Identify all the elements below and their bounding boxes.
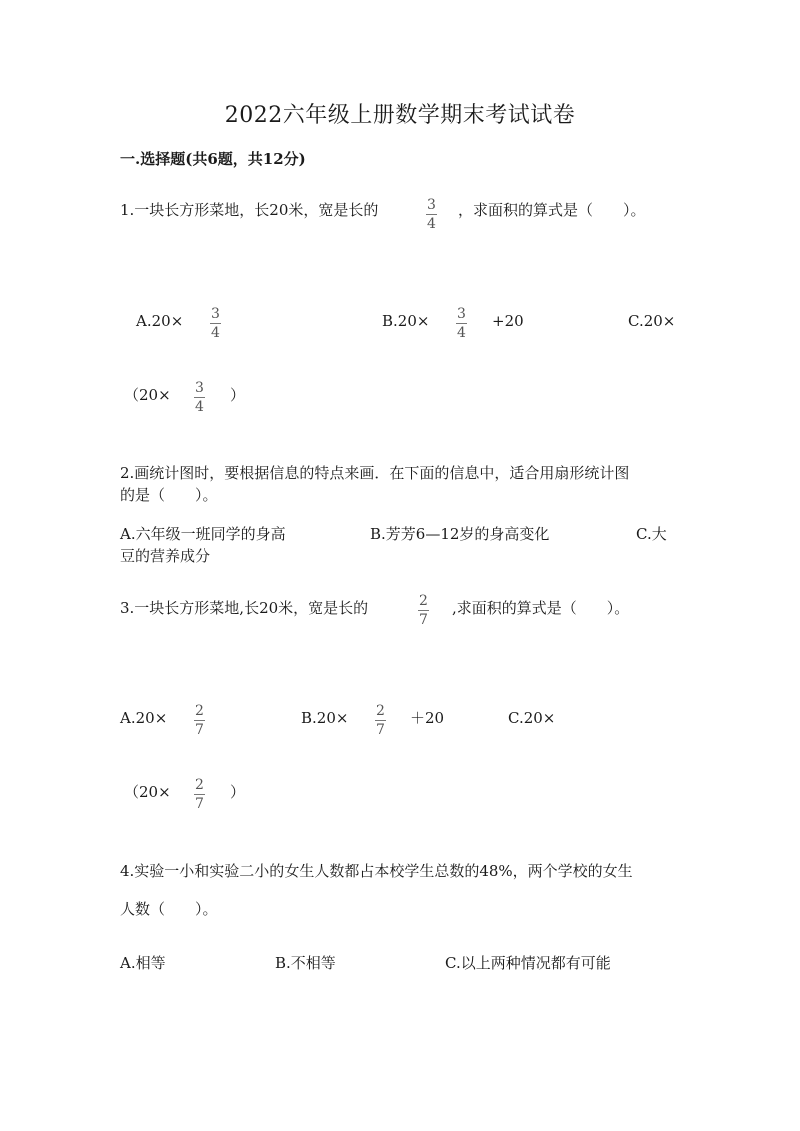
q3-option-b[interactable]: B.20× bbox=[301, 709, 349, 727]
fraction-bar bbox=[418, 610, 429, 611]
q1-option-b-tail: +20 bbox=[492, 312, 524, 330]
q1-option-c-cont-open: （20× bbox=[124, 386, 171, 404]
fraction-bar bbox=[456, 323, 467, 324]
fraction-numerator: 2 bbox=[419, 593, 428, 609]
q1-option-c[interactable]: C.20× bbox=[628, 312, 676, 330]
q2-stem-line1: 2.画统计图时，要根据信息的特点来画．在下面的信息中，适合用扇形统计图 bbox=[120, 464, 630, 482]
section-heading: 一.选择题(共6题，共12分) bbox=[120, 150, 306, 168]
fraction-bar bbox=[194, 720, 205, 721]
q1-option-b[interactable]: B.20× bbox=[382, 312, 430, 330]
q3-option-c-cont-close: ） bbox=[230, 783, 246, 801]
fraction-numerator: 3 bbox=[457, 306, 466, 322]
fraction-denominator: 4 bbox=[457, 325, 466, 341]
fraction-denominator: 4 bbox=[427, 216, 436, 232]
q2-stem-line2: 的是（ ）。 bbox=[120, 486, 218, 504]
q1-option-a-fraction bbox=[210, 306, 221, 341]
q1-option-b-fraction bbox=[456, 306, 467, 341]
q3-option-b-tail: ＋20 bbox=[410, 709, 445, 727]
fraction-bar bbox=[210, 323, 221, 324]
q4-option-a[interactable]: A.相等 bbox=[120, 954, 166, 972]
q2-option-b[interactable]: B.芳芳6—12岁的身高变化 bbox=[370, 525, 550, 543]
q4-stem-line2: 人数（ ）。 bbox=[120, 900, 218, 918]
q2-option-c[interactable]: C.大 bbox=[636, 525, 667, 543]
fraction-denominator: 4 bbox=[195, 399, 204, 415]
fraction-numerator: 3 bbox=[427, 197, 436, 213]
fraction-numerator: 2 bbox=[195, 777, 204, 793]
q1-stem-b: ，求面积的算式是（ ）。 bbox=[458, 201, 646, 219]
q4-option-b[interactable]: B.不相等 bbox=[275, 954, 336, 972]
fraction-denominator: 7 bbox=[419, 612, 428, 628]
q2-option-a[interactable]: A.六年级一班同学的身高 bbox=[120, 525, 286, 543]
fraction-bar bbox=[426, 214, 437, 215]
q3-option-c-cont-open: （20× bbox=[124, 783, 171, 801]
fraction-denominator: 7 bbox=[376, 722, 385, 738]
q3-option-c[interactable]: C.20× bbox=[508, 709, 556, 727]
q3-option-c-fraction bbox=[194, 777, 205, 812]
fraction-denominator: 7 bbox=[195, 796, 204, 812]
q1-stem-a: 1.一块长方形菜地，长20米，宽是长的 bbox=[120, 201, 379, 219]
q4-option-c[interactable]: C.以上两种情况都有可能 bbox=[445, 954, 611, 972]
q3-option-a-fraction bbox=[194, 703, 205, 738]
q3-option-a[interactable]: A.20× bbox=[120, 709, 168, 727]
fraction-denominator: 4 bbox=[211, 325, 220, 341]
fraction-bar bbox=[194, 397, 205, 398]
q1-option-c-cont-close: ） bbox=[230, 386, 246, 404]
q4-stem-line1: 4.实验一小和实验二小的女生人数都占本校学生总数的48%，两个学校的女生 bbox=[120, 862, 633, 880]
fraction-numerator: 3 bbox=[211, 306, 220, 322]
fraction-bar bbox=[375, 720, 386, 721]
q1-option-a[interactable]: A.20× bbox=[136, 312, 184, 330]
fraction-numerator: 3 bbox=[195, 380, 204, 396]
fraction-numerator: 2 bbox=[376, 703, 385, 719]
fraction-denominator: 7 bbox=[195, 722, 204, 738]
fraction-numerator: 2 bbox=[195, 703, 204, 719]
q2-option-c-cont: 豆的营养成分 bbox=[120, 547, 211, 565]
fraction-bar bbox=[194, 794, 205, 795]
q3-stem-fraction bbox=[418, 593, 429, 628]
q3-stem-a: 3.一块长方形菜地,长20米，宽是长的 bbox=[120, 599, 369, 617]
q3-option-b-fraction bbox=[375, 703, 386, 738]
q1-option-c-fraction bbox=[194, 380, 205, 415]
page-title: 2022六年级上册数学期末考试试卷 bbox=[224, 103, 576, 128]
q3-stem-b: ,求面积的算式是（ ）。 bbox=[452, 599, 630, 617]
q1-stem-fraction bbox=[426, 197, 437, 232]
